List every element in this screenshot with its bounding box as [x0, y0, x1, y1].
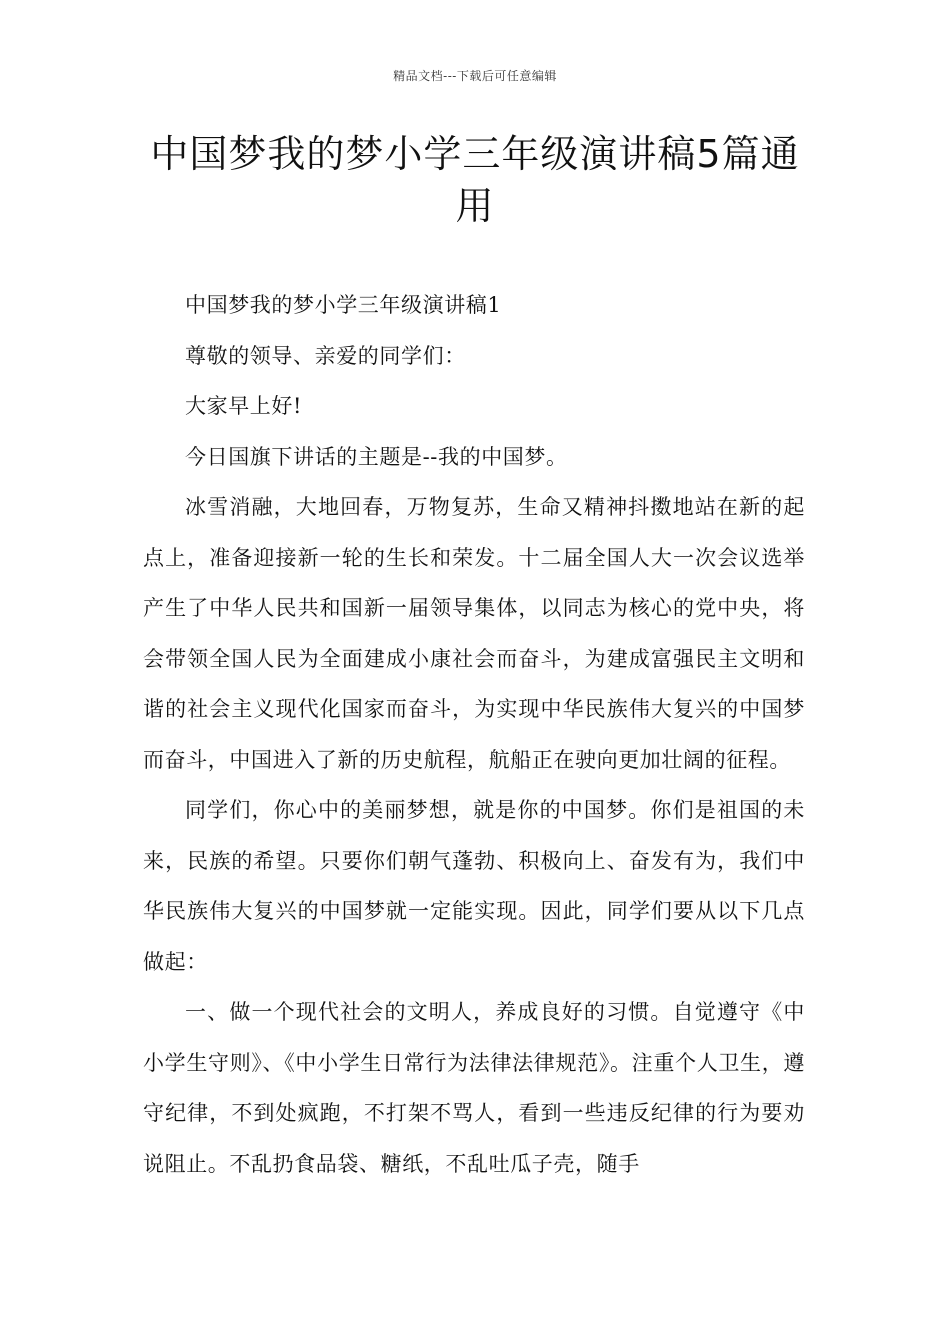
paragraph-topic: 今日国旗下讲话的主题是--我的中国梦。 [185, 444, 568, 469]
paragraph-salutation: 尊敬的领导、亲爱的同学们： [185, 343, 466, 368]
paragraph-body: 冰雪消融，大地回春，万物复苏，生命又精神抖擞地站在新的起点上，准备迎接新一轮的生长和荣发。十二届全国人大一次会议选举产生了中华人民共和国新一届领导集体，以同志为核心的党中央，将会带领全国人民为全面建成小康社会而奋斗，为建成富强民主文明和谐的社会主义现代化国家而奋斗，为实现中华民族伟大复兴的中国梦而奋斗，中国进入了新的历史航程，航船正在驶向更加壮阔的征程。 [143, 495, 805, 772]
paragraph-greeting: 大家早上好! [185, 394, 303, 418]
header-note: 精品文档---下载后可任意编辑 [393, 69, 557, 83]
document-body [143, 280, 805, 1189]
paragraph-body: 同学们，你心中的美丽梦想，就是你的中国梦。你们是祖国的未来，民族的希望。只要你们朝气蓬勃、积极向上、奋发有为，我们中华民族伟大复兴的中国梦就一定能实现。因此，同学们要从以下几点做起： [143, 798, 805, 974]
paragraph-body: 一、做一个现代社会的文明人，养成良好的习惯。自觉遵守《中小学生守则》、《中小学生日常行为法律法律规范》。注重个人卫生，遵守纪律，不到处疯跑，不打架不骂人，看到一些违反纪律的行为要劝说阻止。不乱扔食品袋、糖纸，不乱吐瓜子壳，随手 [143, 1000, 805, 1176]
document-title: 中国梦我的梦小学三年级演讲稿5篇通用 [150, 132, 800, 228]
paragraph-speech-heading: 中国梦我的梦小学三年级演讲稿1 [185, 293, 502, 317]
